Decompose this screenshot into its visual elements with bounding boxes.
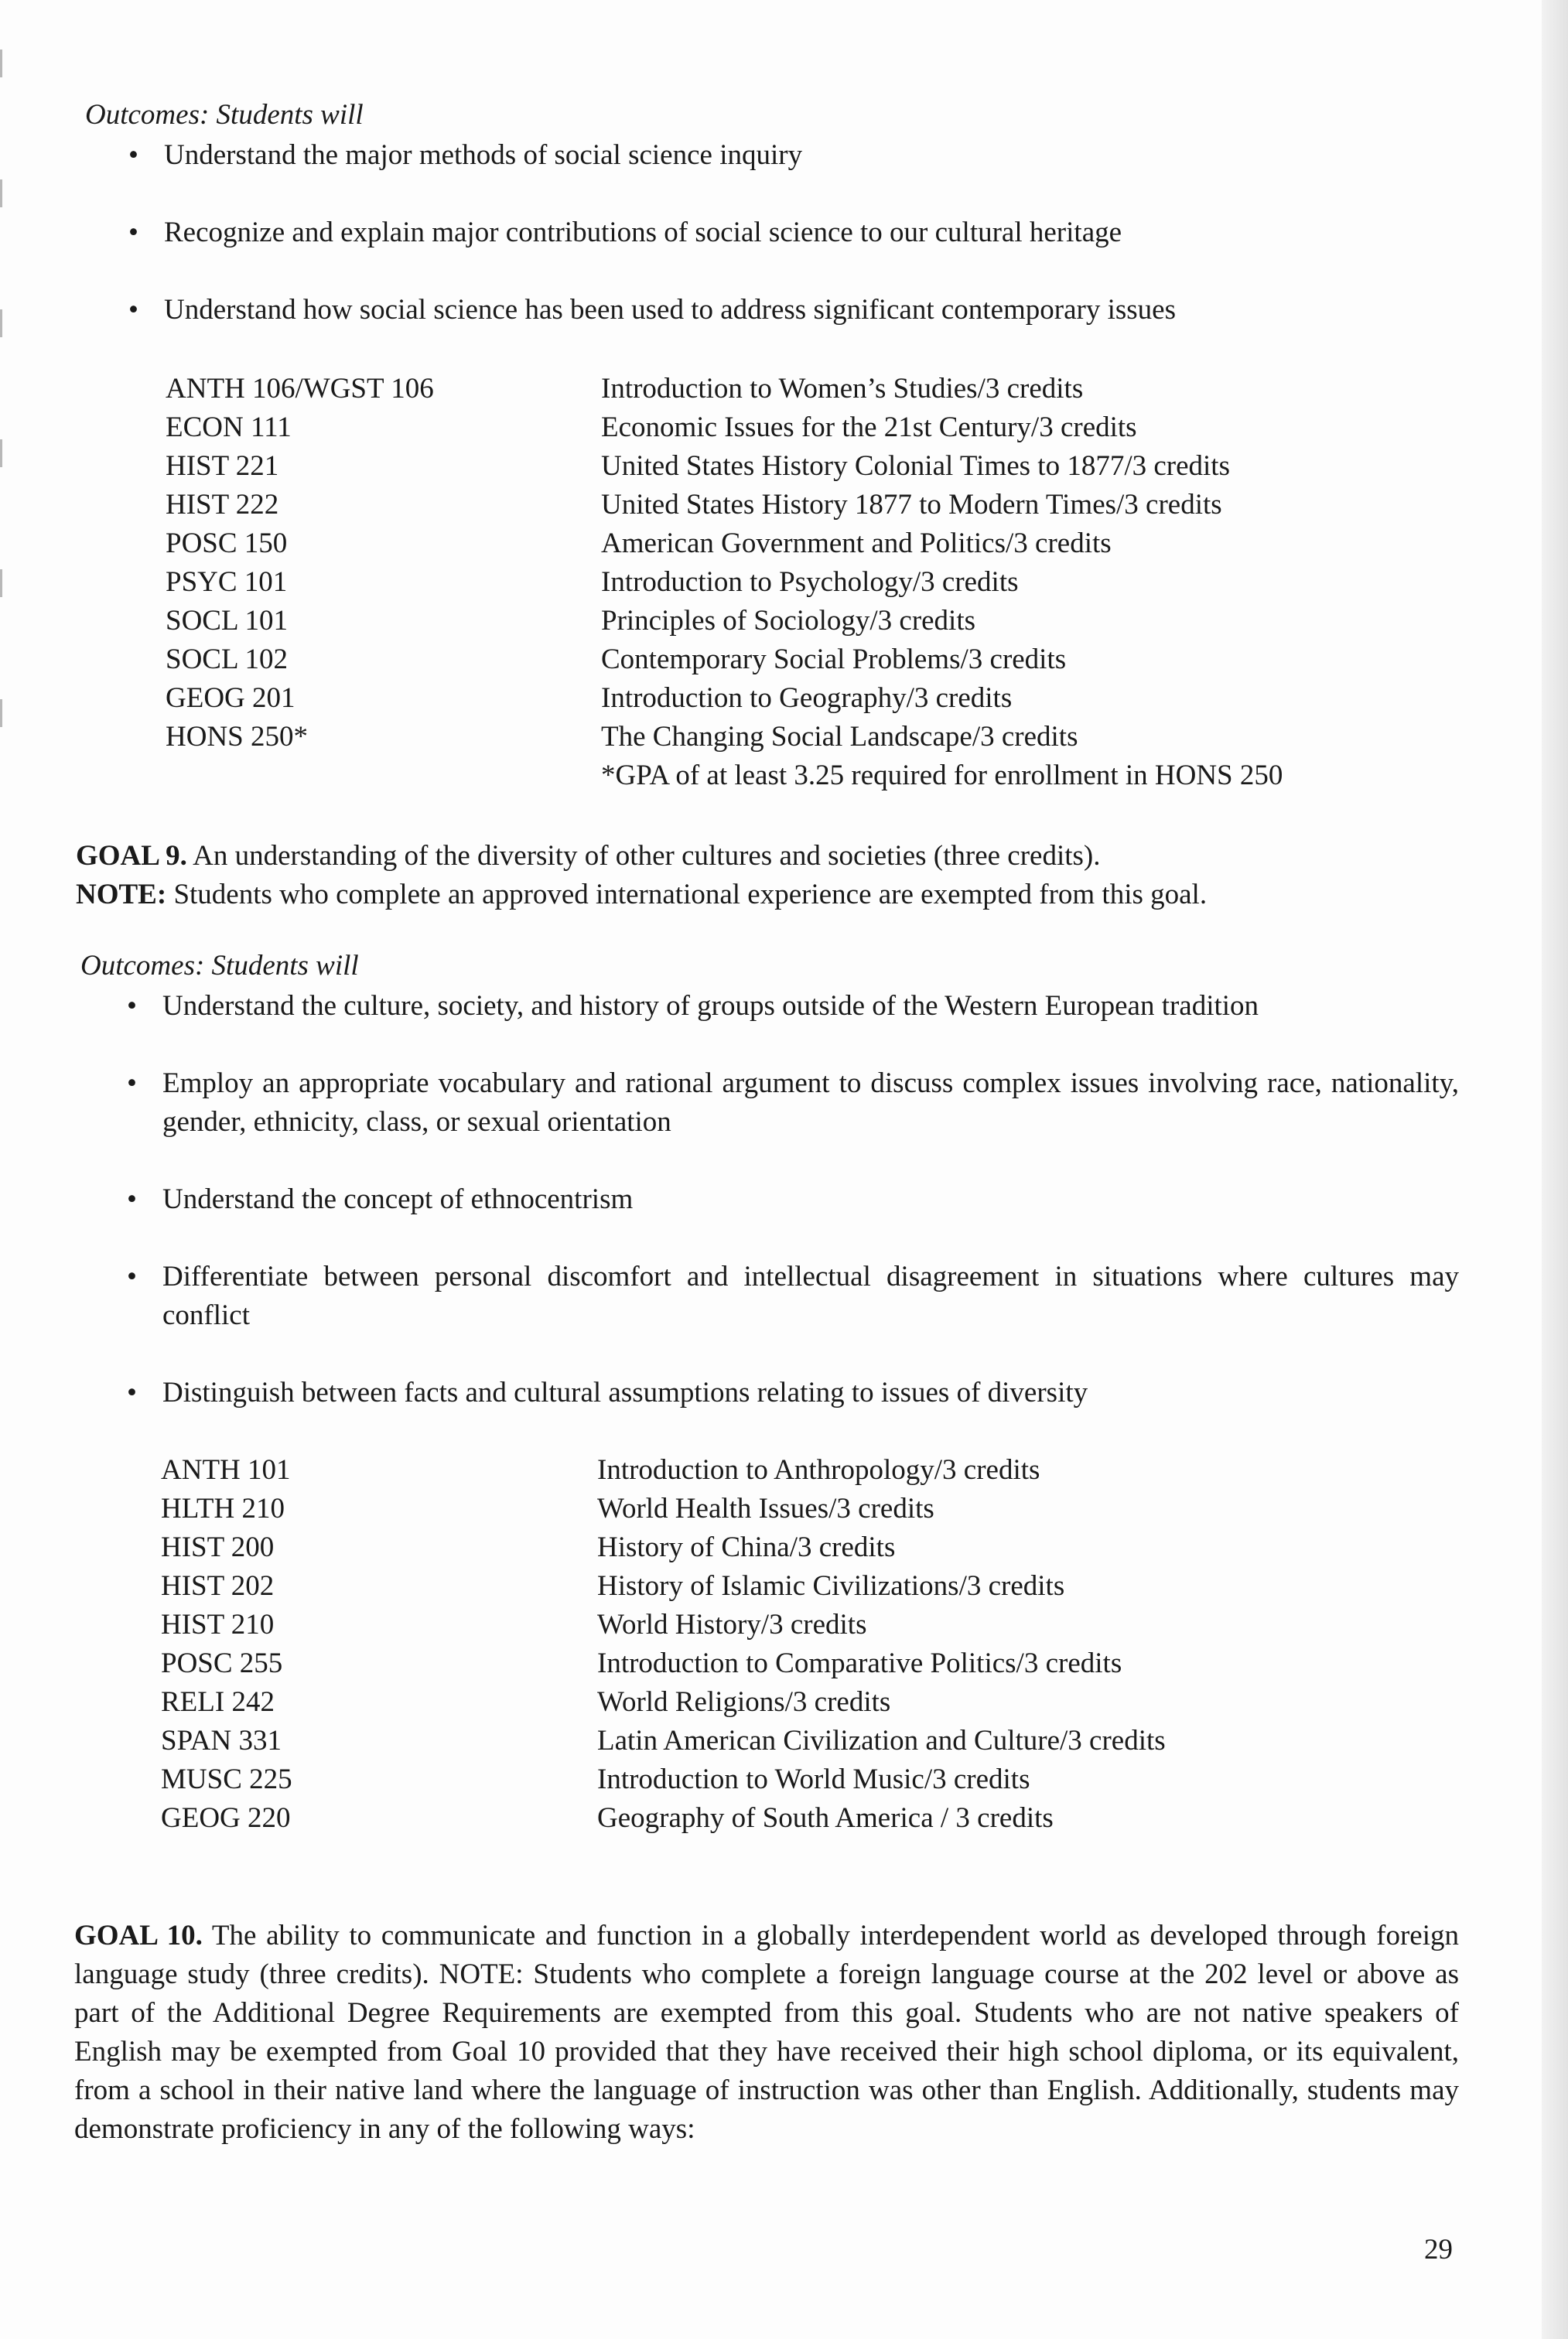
list-item: • Recognize and explain major contributions of social science to our cultural heritage [128, 213, 1459, 252]
course-title: United States History 1877 to Modern Times/3 credits [601, 489, 1222, 521]
table-row [166, 679, 1283, 718]
goal-9-note-label: NOTE: [76, 879, 167, 910]
course-code: HIST 222 [166, 489, 279, 521]
table-row [166, 370, 1283, 408]
course-code: HIST 221 [166, 450, 279, 482]
outcomes-list [127, 987, 1459, 1412]
course-title: Geography of South America / 3 credits [597, 1802, 1054, 1834]
scan-margin-mark [0, 699, 2, 727]
bullet-icon: • [128, 139, 138, 171]
course-title: World Health Issues/3 credits [597, 1493, 934, 1525]
scan-margin-mark [0, 179, 2, 207]
goal-9-note [76, 876, 1460, 914]
course-title: World History/3 credits [597, 1609, 867, 1641]
course-code: POSC 150 [166, 528, 288, 559]
list-item: • Distinguish between facts and cultural assumptions relating to issues of diversity [127, 1374, 1459, 1412]
course-title: Introduction to Geography/3 credits [601, 682, 1013, 714]
list-item: • Differentiate between personal discomfort and intellectual disagreement in situations where cultures may conflict [127, 1258, 1459, 1335]
goal-9-label: GOAL 9. [76, 840, 187, 872]
course-code: HIST 202 [161, 1570, 275, 1602]
scan-margin-mark [0, 309, 2, 337]
list-item: • Understand the major methods of social science inquiry [128, 136, 1459, 175]
goal-9-text: An understanding of the diversity of other cultures and societies (three credits). [193, 840, 1101, 872]
course-code: ECON 111 [166, 411, 292, 443]
course-code: SOCL 102 [166, 644, 288, 675]
bullet-icon: • [128, 294, 138, 326]
course-title: History of Islamic Civilizations/3 credits [597, 1570, 1065, 1602]
course-title: Contemporary Social Problems/3 credits [601, 644, 1067, 675]
table-row [166, 640, 1283, 679]
course-title: Economic Issues for the 21st Century/3 credits [601, 411, 1137, 443]
course-title: United States History Colonial Times to 1877/3 credits [601, 450, 1230, 482]
course-code: SPAN 331 [161, 1725, 282, 1757]
goal-10-text: The ability to communicate and function in a globally interdependent world as developed through foreign language study (three credits). NOTE: Students who complete a foreign language course at the 202 level or above as part of the Additional Degree Requirements are exempted from this goal. Students who are not native speakers of English may be exempted from Goal 10 provided that they have received their high school diploma, or its equivalent, from a school in their native land where the language of instruction was other than English. Additionally, students may demonstrate proficiency in any of the following ways: [74, 1920, 1459, 2145]
bullet-icon: • [127, 1377, 137, 1409]
course-code: HONS 250* [166, 721, 308, 753]
course-code: GEOG 220 [161, 1802, 291, 1834]
course-title: Introduction to Women’s Studies/3 credits [601, 373, 1084, 405]
course-title: American Government and Politics/3 credits [601, 528, 1112, 559]
table-row [161, 1606, 1166, 1644]
table-row [161, 1722, 1166, 1760]
table-row [161, 1567, 1166, 1606]
outcomes-label: Outcomes: Students will [80, 950, 359, 982]
page-edge-shadow [1542, 0, 1568, 2339]
course-table [166, 370, 1283, 795]
course-code: MUSC 225 [161, 1764, 292, 1795]
bullet-icon: • [128, 217, 138, 248]
table-row [161, 1760, 1166, 1799]
page-number: 29 [1424, 2234, 1453, 2266]
course-table [161, 1451, 1166, 1838]
course-title: Introduction to Anthropology/3 credits [597, 1454, 1040, 1486]
bullet-icon: • [127, 990, 137, 1022]
course-title: History of China/3 credits [597, 1531, 896, 1563]
course-code: HIST 210 [161, 1609, 275, 1641]
table-row [166, 408, 1283, 447]
course-code: RELI 242 [161, 1686, 275, 1718]
list-item: • Understand the concept of ethnocentrism [127, 1180, 1459, 1219]
bullet-icon: • [127, 1067, 137, 1099]
course-title: Principles of Sociology/3 credits [601, 605, 976, 637]
goal-9-statement [76, 837, 1460, 876]
list-item: • Understand the culture, society, and history of groups outside of the Western European tradition [127, 987, 1459, 1026]
course-title: The Changing Social Landscape/3 credits [601, 721, 1078, 753]
scan-margin-mark [0, 439, 2, 467]
outcomes-list [128, 136, 1459, 330]
goal-9-paragraph [76, 837, 1460, 914]
course-code: HLTH 210 [161, 1493, 285, 1525]
table-row [161, 1490, 1166, 1528]
course-code: POSC 255 [161, 1648, 283, 1679]
table-row [161, 1528, 1166, 1567]
outcomes-label: Outcomes: Students will [85, 99, 364, 131]
course-title: Introduction to World Music/3 credits [597, 1764, 1030, 1795]
course-title: Latin American Civilization and Culture/3 credits [597, 1725, 1166, 1757]
table-row [166, 486, 1283, 524]
scan-margin-mark [0, 569, 2, 597]
course-code: GEOG 201 [166, 682, 295, 714]
list-item: • Understand how social science has been used to address significant contemporary issues [128, 291, 1459, 330]
course-code: HIST 200 [161, 1531, 275, 1563]
table-row [166, 602, 1283, 640]
course-title: Introduction to Comparative Politics/3 credits [597, 1648, 1122, 1679]
table-row [161, 1799, 1166, 1838]
table-row [161, 1683, 1166, 1722]
course-code: SOCL 101 [166, 605, 288, 637]
table-row [166, 718, 1283, 756]
table-row [166, 756, 1283, 795]
course-title: World Religions/3 credits [597, 1686, 891, 1718]
goal-9-note-text: Students who complete an approved international experience are exempted from this goal. [173, 879, 1208, 910]
table-row [166, 447, 1283, 486]
table-row [166, 524, 1283, 563]
goal-10-label: GOAL 10. [74, 1920, 203, 1951]
bullet-icon: • [127, 1261, 137, 1292]
course-title: Introduction to Psychology/3 credits [601, 566, 1019, 598]
scan-margin-mark [0, 50, 2, 77]
table-row [161, 1644, 1166, 1683]
course-code: ANTH 101 [161, 1454, 291, 1486]
table-row [161, 1451, 1166, 1490]
course-code: ANTH 106/WGST 106 [166, 373, 434, 405]
goal-10-paragraph [74, 1917, 1459, 2149]
bullet-icon: • [127, 1183, 137, 1215]
course-code: PSYC 101 [166, 566, 288, 598]
course-footnote: *GPA of at least 3.25 required for enrollment in HONS 250 [601, 760, 1283, 791]
table-row [166, 563, 1283, 602]
list-item: • Employ an appropriate vocabulary and rational argument to discuss complex issues involving race, nationality, gender, ethnicity, class, or sexual orientation [127, 1064, 1459, 1142]
